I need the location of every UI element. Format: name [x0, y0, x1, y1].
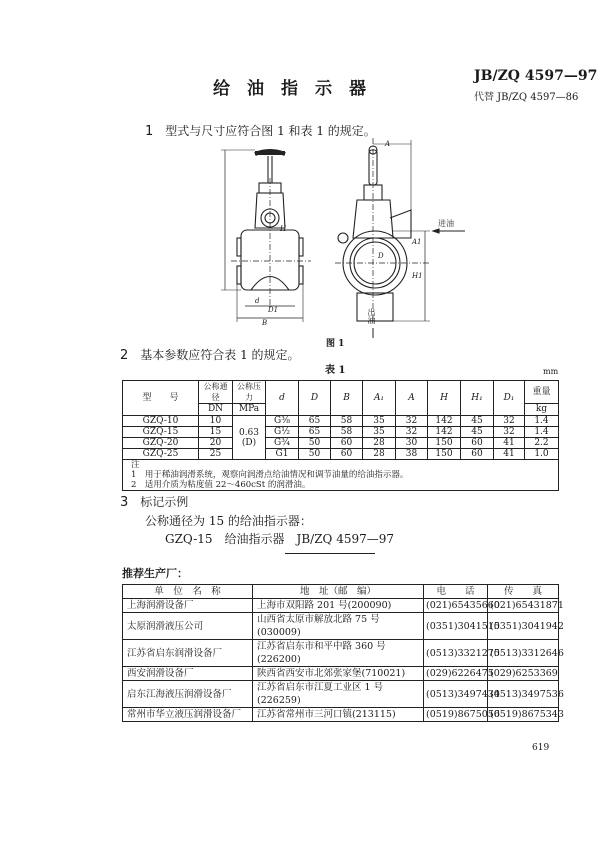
- cell-d: 65: [299, 427, 331, 438]
- cell-d: G1: [266, 449, 299, 460]
- table-row: [123, 681, 559, 708]
- header-D1: D₁: [494, 381, 525, 416]
- table-row: [123, 416, 559, 427]
- cell-a1: 35: [363, 416, 396, 427]
- cell-h: 150: [428, 438, 461, 449]
- divider: [285, 553, 375, 554]
- cell-kg: 1.4: [525, 416, 559, 427]
- table-row: [123, 599, 559, 613]
- cell-b: 58: [331, 427, 363, 438]
- cell-phone: (0513)3497434: [424, 681, 488, 708]
- dim-label-d-small: d: [255, 297, 260, 305]
- header-H1: H₁: [461, 381, 494, 416]
- cell-name: 常州市华立液压润滑设备厂: [123, 708, 253, 722]
- cell-h: 150: [428, 449, 461, 460]
- cell-fax: (0519)8675343: [488, 708, 559, 722]
- section-number: 1: [145, 124, 154, 139]
- example-mark: GZQ-15 给油指示器 JB/ZQ 4597—97: [165, 532, 394, 546]
- header-H: H: [428, 381, 461, 416]
- side-view: [335, 138, 465, 338]
- dim-label-d1: D1: [268, 306, 279, 314]
- cell-d: 65: [299, 416, 331, 427]
- section-number: 3: [120, 495, 129, 510]
- cell-name: 太原润滑液压公司: [123, 613, 253, 640]
- standard-number: JB/ZQ 4597—97: [474, 68, 598, 84]
- cell-dn: 15: [199, 427, 233, 438]
- header-dn-top: 公称通径: [199, 381, 233, 404]
- dim-label-a: A: [385, 140, 391, 148]
- note-2: 2 适用介质为粘度值 22～460cSt 的润滑油。: [131, 480, 311, 490]
- cell-b: 60: [331, 449, 363, 460]
- front-view: [221, 150, 311, 322]
- note-1: 1 用于稀油润滑系统，观察向润滑点给油情况和调节油量的给油指示器。: [131, 470, 409, 480]
- valve-drawing: [215, 138, 475, 338]
- pressure-value: 0.63: [238, 427, 260, 438]
- header-address: 地 址（邮 编）: [253, 585, 424, 599]
- header-A: A: [396, 381, 428, 416]
- header-A1: A₁: [363, 381, 396, 416]
- header-B: B: [331, 381, 363, 416]
- header-pressure-top: 公称压力: [233, 381, 266, 404]
- cell-phone: (0519)8675056: [424, 708, 488, 722]
- table-row: [123, 667, 559, 681]
- header-weight-bottom: kg: [525, 404, 559, 416]
- cell-kg: 1.4: [525, 427, 559, 438]
- header-weight-top: 重量: [525, 381, 559, 404]
- dim-label-d-large: D: [378, 252, 384, 260]
- cell-address: 江苏省启东市和平中路 360 号(226200): [253, 640, 424, 667]
- header-D: D: [299, 381, 331, 416]
- cell-a: 32: [396, 416, 428, 427]
- cell-h1: 60: [461, 438, 494, 449]
- cell-h1: 60: [461, 449, 494, 460]
- cell-a: 32: [396, 427, 428, 438]
- cell-phone: (029)6226475: [424, 667, 488, 681]
- inlet-label: 进油: [438, 219, 454, 228]
- cell-name: 启东江海液压润滑设备厂: [123, 681, 253, 708]
- cell-dn: 25: [199, 449, 233, 460]
- cell-kg: 2.2: [525, 438, 559, 449]
- cell-model: GZQ-15: [123, 427, 199, 438]
- notes-title: 注: [131, 460, 140, 470]
- cell-fax: (029)6253369: [488, 667, 559, 681]
- cell-fax: (0351)3041942: [488, 613, 559, 640]
- table-row: [123, 708, 559, 722]
- dim-label-h1: H1: [412, 272, 423, 280]
- cell-h: 142: [428, 416, 461, 427]
- table-row: [123, 640, 559, 667]
- cell-phone: (0351)3041515: [424, 613, 488, 640]
- cell-d: 50: [299, 438, 331, 449]
- cell-model: GZQ-10: [123, 416, 199, 427]
- table-row: [123, 438, 559, 449]
- pressure-note: (D): [241, 437, 257, 448]
- header-d: d: [266, 381, 299, 416]
- header-phone: 电 话: [424, 585, 488, 599]
- cell-kg: 1.0: [525, 449, 559, 460]
- cell-h: 142: [428, 427, 461, 438]
- cell-d1: 41: [494, 449, 525, 460]
- cell-a1: 28: [363, 449, 396, 460]
- header-model: 型 号: [123, 381, 199, 416]
- cell-name: 江苏省启东润滑设备厂: [123, 640, 253, 667]
- header-dn-bottom: DN: [199, 404, 233, 416]
- cell-a1: 35: [363, 427, 396, 438]
- parameter-table: [122, 380, 559, 491]
- table-1-unit: mm: [543, 367, 559, 376]
- cell-a: 30: [396, 438, 428, 449]
- section-number: 2: [120, 348, 129, 363]
- manufacturers-title: 推荐生产厂：: [122, 567, 188, 580]
- cell-a1: 28: [363, 438, 396, 449]
- cell-model: GZQ-25: [123, 449, 199, 460]
- section-1: [145, 124, 376, 139]
- section-text: 标记示例: [140, 495, 189, 509]
- cell-name: 西安润滑设备厂: [123, 667, 253, 681]
- cell-d1: 32: [494, 416, 525, 427]
- cell-dn: 20: [199, 438, 233, 449]
- outlet-label: 出油: [367, 308, 376, 324]
- page-number: 619: [532, 743, 550, 753]
- cell-address: 江苏省启东市江夏工业区 1 号(226259): [253, 681, 424, 708]
- figure-caption: 图 1: [326, 339, 345, 349]
- cell-address: 上海市双阳路 201 号(200090): [253, 599, 424, 613]
- cell-b: 58: [331, 416, 363, 427]
- section-text: 基本参数应符合表 1 的规定。: [140, 348, 300, 362]
- cell-h1: 45: [461, 416, 494, 427]
- manufacturers-table: [122, 584, 564, 722]
- section-text: 型式与尺寸应符合图 1 和表 1 的规定。: [165, 124, 376, 138]
- table-1-caption: 表 1: [325, 365, 346, 376]
- table-row: [123, 427, 559, 438]
- example-description: 公称通径为 15 的给油指示器：: [145, 514, 312, 528]
- dim-label-h: H: [280, 225, 287, 233]
- cell-d: G⅜: [266, 416, 299, 427]
- replaced-standard: 代替 JB/ZQ 4597—86: [474, 92, 579, 103]
- cell-address: 江苏省常州市三河口镇(213115): [253, 708, 424, 722]
- cell-fax: (0513)3497536: [488, 681, 559, 708]
- cell-a: 38: [396, 449, 428, 460]
- cell-phone: (021)65435660: [424, 599, 488, 613]
- cell-fax: (0513)3312646: [488, 640, 559, 667]
- dim-label-b: B: [262, 319, 268, 327]
- table-row: [123, 449, 559, 460]
- cell-address: 陕西省西安市北郊张家堡(710021): [253, 667, 424, 681]
- cell-h1: 45: [461, 427, 494, 438]
- cell-fax: (021)65431871: [488, 599, 559, 613]
- cell-dn: 10: [199, 416, 233, 427]
- table-row: [123, 613, 559, 640]
- cell-d: G¾: [266, 438, 299, 449]
- cell-d1: 32: [494, 427, 525, 438]
- section-3: [120, 495, 188, 510]
- header-fax: 传 真: [488, 585, 559, 599]
- cell-address: 山西省太原市解放北路 75 号(030009): [253, 613, 424, 640]
- dim-label-a1: A1: [412, 238, 422, 246]
- page-title: 给油指示器: [213, 79, 383, 99]
- cell-d: G½: [266, 427, 299, 438]
- section-2: [120, 348, 300, 363]
- cell-pressure: [233, 416, 266, 460]
- cell-d: 50: [299, 449, 331, 460]
- cell-d1: 41: [494, 438, 525, 449]
- header-pressure-bottom: MPa: [233, 404, 266, 416]
- cell-phone: (0513)3321275: [424, 640, 488, 667]
- cell-model: GZQ-20: [123, 438, 199, 449]
- header-name: 单 位 名 称: [123, 585, 253, 599]
- cell-b: 60: [331, 438, 363, 449]
- cell-name: 上海润滑设备厂: [123, 599, 253, 613]
